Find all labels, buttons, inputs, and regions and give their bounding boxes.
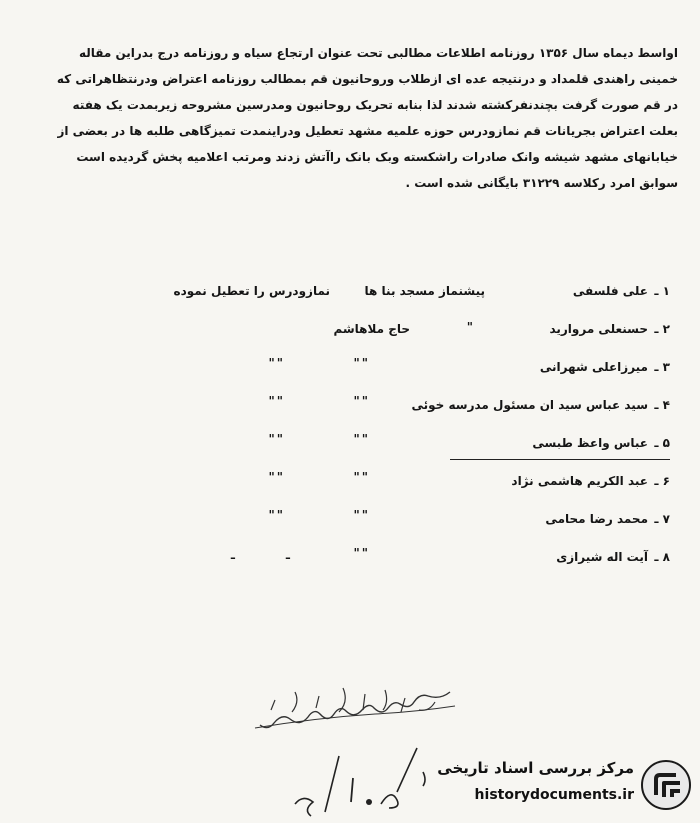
clergy-list	[30, 276, 670, 580]
item-position: ""	[353, 470, 370, 484]
item-name: آیت اله شیرازی	[556, 550, 648, 564]
item-remark: ""	[268, 356, 285, 370]
item-number: ۴ ـ	[654, 398, 670, 412]
item-remark: ""	[268, 394, 285, 408]
item-remark: ـ	[285, 548, 290, 562]
item-name: عباس واعظ طبسی	[532, 436, 648, 450]
item-position: پیشنماز مسجد بنا ها	[364, 284, 485, 298]
item-position: ""	[353, 546, 370, 560]
item-remark: ""	[268, 508, 285, 522]
item-remark-extra: ـ	[230, 548, 235, 562]
paragraph-line: سوابق امرد رکلاسه ۳۱۲۲۹ بایگانی شده است .	[405, 176, 678, 190]
paragraph-line: خمینی راهندی قلمداد و درنتیجه عده ای ازطلاب وروحانیون قم بمطالب روزنامه اعتراض ودرنتظاهراتی که	[56, 72, 678, 86]
item-number: ۲ ـ	[654, 322, 670, 336]
item-name: حسنعلی مروارید	[549, 322, 648, 336]
item-position: "	[466, 320, 475, 334]
item-name: سید عباس سید ان مسئول مدرسه خوئی	[411, 398, 648, 412]
item-remark: ""	[268, 432, 285, 446]
paragraph-line: خیابانهای مشهد شیشه وانک صادرات راشکسته وبک بانک راآتش زدند ومرتب اعلامیه پخش گردیده است	[76, 150, 678, 164]
item-remark: نمازودرس را تعطیل نموده	[173, 284, 330, 298]
handwritten-note	[235, 680, 465, 740]
item-name: عبد الکریم هاشمی نژاد	[511, 474, 648, 488]
item-number: ۸ ـ	[654, 550, 670, 564]
archive-logo	[417, 755, 692, 815]
item-number: ۱ ـ	[654, 284, 670, 298]
item-number: ۵ ـ	[654, 436, 670, 450]
paragraph-line: در قم صورت گرفت بچندنفرکشته شدند لذا بنابه تحریک روحانیون ومدرسین مشروحه زیربمدت یک هفته	[72, 98, 678, 112]
paragraph-line: اواسط دیماه سال ۱۳۵۶ روزنامه اطلاعات مطالبی تحت عنوان ارتجاع سیاه و روزنامه درج بدراین مقاله	[78, 46, 678, 60]
item-position: ""	[353, 356, 370, 370]
list-item	[30, 542, 670, 580]
list-item	[30, 390, 670, 428]
logo-title: مرکز بررسی اسناد تاریخی	[437, 759, 634, 777]
report-paragraph	[18, 40, 678, 196]
item-name: محمد رضا محامی	[545, 512, 648, 526]
name-underline	[450, 459, 670, 460]
item-name: علی فلسفی	[572, 284, 648, 298]
list-item	[30, 504, 670, 542]
list-item	[30, 276, 670, 314]
item-remark: ""	[268, 470, 285, 484]
item-remark: حاج ملاهاشم	[333, 322, 410, 336]
item-number: ۷ ـ	[654, 512, 670, 526]
list-item	[30, 428, 670, 466]
list-item	[30, 352, 670, 390]
item-position: ""	[353, 508, 370, 522]
list-item	[30, 314, 670, 352]
logo-url[interactable]: historydocuments.ir	[474, 787, 634, 803]
item-number: ۳ ـ	[654, 360, 670, 374]
item-number: ۶ ـ	[654, 474, 670, 488]
archive-emblem-icon	[640, 759, 692, 811]
paragraph-line: بعلت اعتراض بجریانات قم نمازودرس حوزه علمیه مشهد تعطیل ودراینمدت تمیزگاهی طلبه ها در بعضی از	[57, 124, 678, 138]
item-position: ""	[353, 394, 370, 408]
item-name: میرزاعلی شهرانی	[539, 360, 648, 374]
list-item	[30, 466, 670, 504]
item-position: ""	[353, 432, 370, 446]
